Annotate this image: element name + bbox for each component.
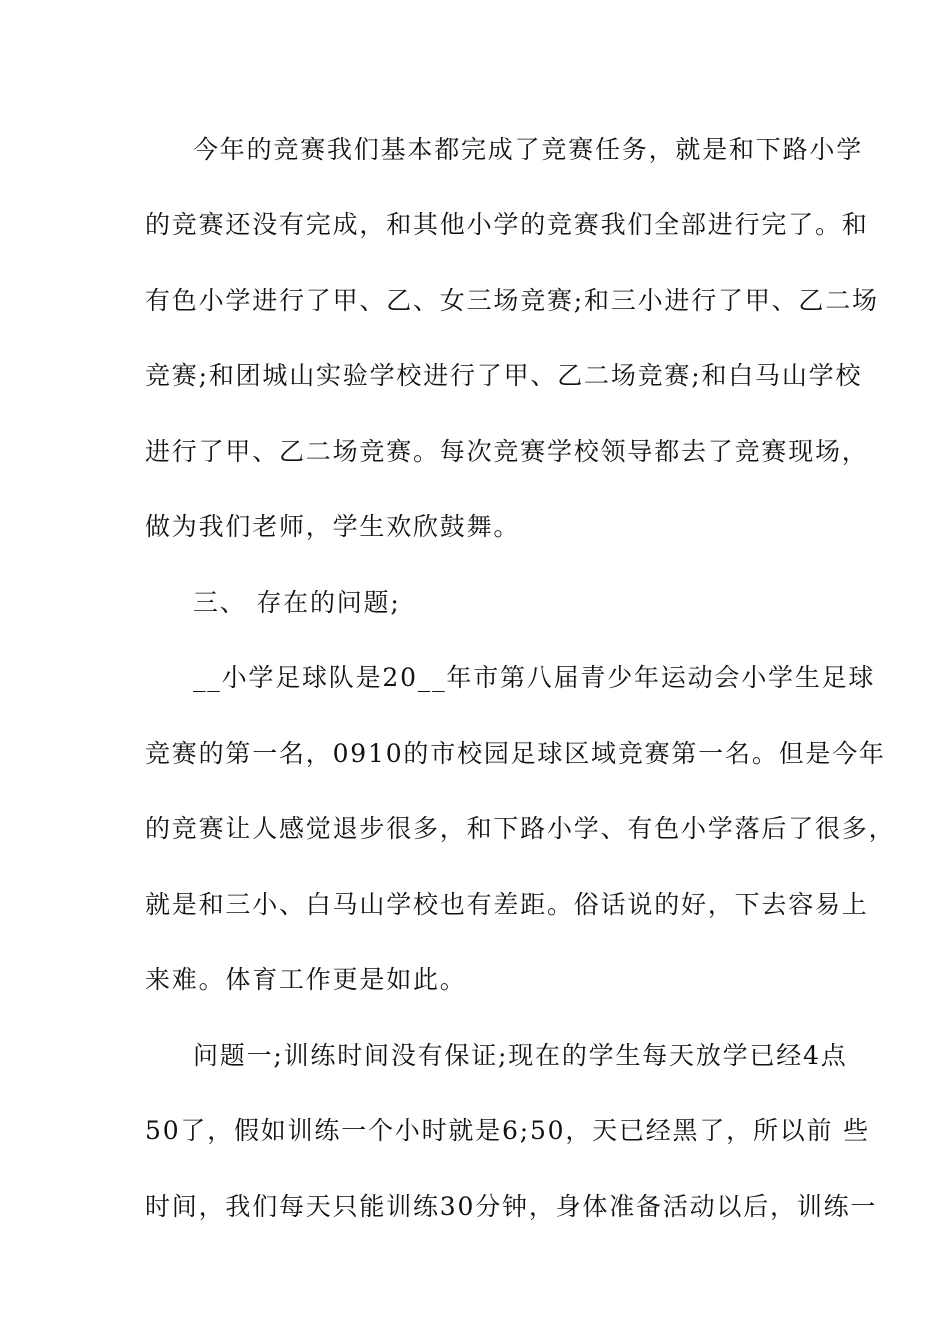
paragraph-line: 的竞赛还没有完成，和其他小学的竞赛我们全部进行完了。和 <box>145 210 869 239</box>
paragraph-line: 50了，假如训练一个小时就是6;50，天已经黑了，所以前 些 <box>145 1116 870 1145</box>
paragraph-line: 做为我们老师，学生欢欣鼓舞。 <box>145 512 521 541</box>
paragraph-line: 来难。体育工作更是如此。 <box>145 965 467 994</box>
paragraph-line: 的竞赛让人感觉退步很多，和下路小学、有色小学落后了很多， <box>145 814 896 843</box>
paragraph-line: 进行了甲、乙二场竞赛。每次竞赛学校领导都去了竞赛现场， <box>145 437 869 466</box>
paragraph-line: 时间，我们每天只能训练30分钟，身体准备活动以后，训练一 <box>145 1192 878 1221</box>
paragraph-line: 就是和三小、白马山学校也有差距。俗话说的好，下去容易上 <box>145 890 869 919</box>
paragraph-line: __小学足球队是20__年市第八届青少年运动会小学生足球 <box>193 663 876 692</box>
section-heading: 三、 存在的问题; <box>193 588 401 617</box>
paragraph-line: 今年的竞赛我们基本都完成了竞赛任务，就是和下路小学 <box>193 135 864 164</box>
paragraph-line: 竞赛的第一名，0910的市校园足球区域竞赛第一名。但是今年 <box>145 739 886 768</box>
paragraph-line: 有色小学进行了甲、乙、女三场竞赛;和三小进行了甲、乙二场 <box>145 286 879 315</box>
paragraph-line: 竞赛;和团城山实验学校进行了甲、乙二场竞赛;和白马山学校 <box>145 361 863 390</box>
paragraph-line: 问题一;训练时间没有保证;现在的学生每天放学已经4点 <box>193 1041 848 1070</box>
